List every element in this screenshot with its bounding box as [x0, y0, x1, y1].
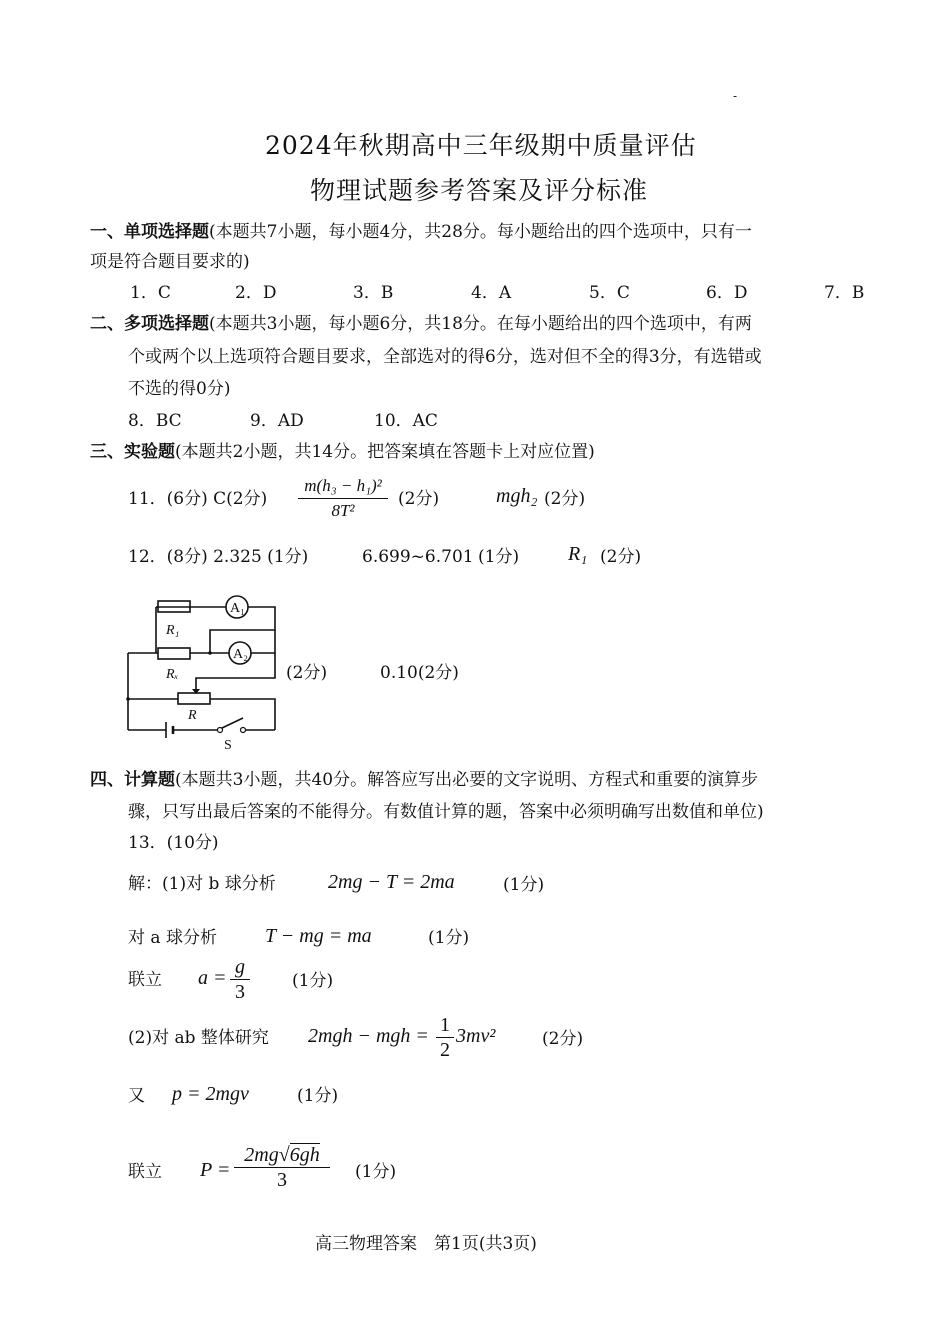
section4-desc-2: 骤，只写出最后答案的不能得分。有数值计算的题，答案中必须明确写出数值和单位) — [128, 802, 764, 822]
section4-heading-line — [90, 768, 758, 792]
circuit-label-r1: R₁ — [166, 623, 180, 638]
section1-heading-line — [90, 220, 752, 244]
q13-step1-score: (1分) — [503, 875, 545, 895]
answer-10: 10．AC — [374, 411, 438, 431]
circuit-label-s: S — [224, 738, 232, 753]
q13-step6-den: 3 — [277, 1169, 287, 1191]
q13-label: 13．(10分) — [128, 833, 219, 853]
section1-answers — [0, 281, 950, 305]
answer-7: 7．B — [824, 283, 865, 303]
q13-step4-den: 2 — [440, 1039, 450, 1061]
q13-step3-num: g — [235, 956, 245, 978]
answer-4: 4．A — [471, 283, 512, 303]
answer-6: 6．D — [706, 283, 748, 303]
page-footer: 高三物理答案 第1页(共3页) — [315, 1234, 537, 1254]
q13-step3-den: 3 — [235, 981, 245, 1003]
circuit-label-a1: A₁ — [230, 601, 245, 616]
answer-9: 9．AD — [250, 411, 304, 431]
circuit-label-rx: Rₓ — [166, 667, 179, 682]
q12-resistor: R₁ — [568, 543, 588, 565]
q13-step4-num: 1 — [440, 1014, 450, 1036]
section2-desc-2: 个或两个以上选项符合题目要求，全部选对的得6分，选对但不全的得3分，有选错或 — [128, 347, 762, 367]
q13-step2-eq: T − mg = ma — [265, 925, 372, 947]
q13-step2-score: (1分) — [428, 928, 470, 948]
q13-step6-text: 联立 — [128, 1162, 162, 1182]
q11-score2: (2分) — [544, 489, 586, 509]
q13-step6-score: (1分) — [355, 1162, 397, 1182]
q13-step2-text: 对 a 球分析 — [128, 928, 217, 948]
section3-desc: (本题共2小题，共14分。把答案填在答题卡上对应位置) — [175, 442, 595, 462]
q13-step4-text: (2)对 ab 整体研究 — [128, 1028, 269, 1048]
section1-heading: 一、单项选择题 — [90, 222, 209, 242]
q13-step3-fraction — [230, 955, 250, 1004]
q13-step1-text: 解：(1)对 b 球分析 — [128, 874, 276, 894]
section2-desc-1: (本题共3小题，每小题6分，共18分。在每小题给出的四个选项中，有两 — [209, 314, 752, 334]
answer-5: 5．C — [589, 283, 630, 303]
q13-step5-text: 又 — [128, 1086, 145, 1106]
q13-step6-root: 6gh — [289, 1144, 320, 1166]
q13-step3-lhs: a = — [198, 967, 227, 989]
circuit-label-r: R — [188, 708, 197, 723]
q11-score1: (2分) — [398, 489, 440, 509]
answer-1: 1．C — [130, 283, 171, 303]
answer-8: 8．BC — [128, 411, 182, 431]
section1-desc-1: (本题共7小题，每小题4分，共28分。每小题给出的四个选项中，只有一 — [209, 222, 752, 242]
q12-label: 12．(8分) 2.325 (1分) — [128, 547, 309, 567]
q11-expr: mgh₂ — [496, 485, 538, 507]
q11-label: 11．(6分) C(2分) — [128, 489, 268, 509]
q12-score2: (2分) — [600, 547, 642, 567]
answer-2: 2．D — [235, 283, 277, 303]
q11-frac-num: m(h₃ − h₁)² — [304, 476, 382, 495]
q13-step6-fraction — [234, 1143, 330, 1192]
section2-answers — [0, 409, 950, 433]
section2-desc-3: 不选的得0分) — [128, 379, 231, 399]
answer-3: 3．B — [353, 283, 394, 303]
q12-range: 6.699~6.701 — [362, 547, 474, 567]
q13-step5-eq: p = 2mgv — [172, 1083, 249, 1105]
page-subtitle: 物理试题参考答案及评分标准 — [310, 176, 649, 205]
q13-step3-score: (1分) — [292, 971, 334, 991]
section4-desc-1: (本题共3小题，共40分。解答应写出必要的文字说明、方程式和重要的演算步 — [175, 770, 759, 790]
q13-step4-fraction — [436, 1013, 454, 1062]
section1-desc-2: 项是符合题目要求的) — [90, 252, 250, 272]
circuit-score: (2分) — [286, 663, 328, 683]
circuit-label-a2: A₂ — [233, 647, 248, 662]
q13-step1-eq: 2mg − T = 2ma — [328, 871, 455, 893]
q13-step6-numerator — [234, 1143, 330, 1167]
q13-step6-num-pre: 2mg — [244, 1144, 279, 1166]
section2-heading: 二、多项选择题 — [90, 314, 209, 334]
section4-heading: 四、计算题 — [90, 770, 175, 790]
q13-step6-lhs: P = — [200, 1159, 231, 1181]
q13-step3-text: 联立 — [128, 970, 162, 990]
q13-step4-score: (2分) — [542, 1029, 584, 1049]
q12-score1: (1分) — [478, 547, 520, 567]
page-title: 2024年秋期高中三年级期中质量评估 — [265, 131, 697, 160]
section3-heading-line — [90, 440, 595, 464]
q12-value: 0.10(2分) — [380, 663, 459, 683]
q11-fraction — [298, 474, 388, 523]
section3-heading: 三、实验题 — [90, 442, 175, 462]
top-mark: - — [733, 89, 738, 103]
q11-frac-den: 8T² — [331, 501, 355, 520]
q13-step4-rhs: 3mv² — [456, 1025, 496, 1047]
q13-step4-lhs: 2mgh − mgh = — [308, 1025, 429, 1047]
sqrt-symbol: √ — [278, 1144, 290, 1166]
section2-heading-line — [90, 312, 752, 336]
q13-step5-score: (1分) — [297, 1086, 339, 1106]
circuit-diagram — [118, 590, 288, 755]
